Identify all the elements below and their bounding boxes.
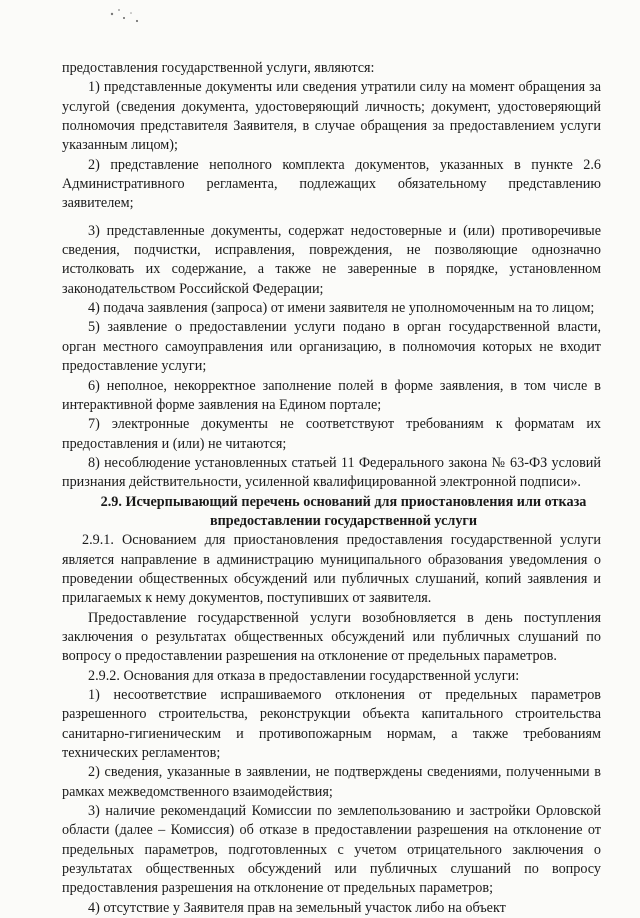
list-item-3: 3) представленные документы, содержат недостоверные и (или) противоречивые сведения, подчистки, исправления, повреждения, не позволяющие однозначно истолковать их содержание, а также не заверенные в порядке, установленном законодательством Российской Федерации;	[62, 222, 601, 297]
refusal-item-3: 3) наличие рекомендаций Комиссии по землепользованию и застройки Орловской области (далее – Комиссия) об отказе в предоставлении разрешения на отклонение от предельных параметров, подготовленных с учетом отрицательного заключения о результатах общественных обсуждений или публичных слушаний по вопросу предоставления разрешения на отклонение от предельных параметров;	[62, 803, 601, 897]
list-item-2: 2) представление неполного комплекта документов, указанных в пункте 2.6 Административного регламента, подлежащих обязательному представлению заявителем;	[62, 156, 601, 212]
paragraph-resumption: Предоставление государственной услуги возобновляется в день поступления заключения о результатах общественных обсуждений или публичных слушаний по вопросу о предоставлении разрешения на отклонение от предельных параметров.	[62, 609, 601, 665]
scan-artifact	[104, 4, 164, 26]
paragraph-2-9-1: 2.9.1. Основанием для приостановления предоставления государственной услуги является направление в администрацию муниципального образования уведомления о проведении общественных обсуждений или публичных слушаний, копий заявления и прилагаемых к нему документов, поступивших от заявителя.	[62, 532, 601, 607]
list-item-1: 1) представленные документы или сведения утратили силу на момент обращения за услугой (сведения документа, удостоверяющий личность; документ, удостоверяющий полномочия представителя Заявителя, в случае обращения за предоставлением услуги указанным лицом);	[62, 79, 601, 154]
list-item-4: 4) подача заявления (запроса) от имени заявителя не уполномоченным на то лицом;	[88, 300, 595, 317]
list-item-7: 7) электронные документы не соответствуют требованиям к форматам их предоставления и (или) не читаются;	[62, 416, 601, 452]
paragraph-2-9-2: 2.9.2. Основания для отказа в предоставлении государственной услуги:	[88, 667, 520, 684]
refusal-item-4: 4) отсутствие у Заявителя прав на земельный участок либо на объект	[88, 899, 506, 916]
list-item-6: 6) неполное, некорректное заполнение полей в форме заявления, в том числе в интерактивной форме заявления на Едином портале;	[62, 377, 601, 413]
refusal-item-1: 1) несоответствие испрашиваемого отклонения от предельных параметров разрешенного строительства, реконструкции объекта капитального строительства санитарно-гигиеническим и противопожарным нормам, а также требованиям технических регламентов;	[62, 687, 601, 762]
paragraph-intro-continuation: предоставления государственной услуги, являются:	[62, 60, 375, 76]
refusal-item-2: 2) сведения, указанные в заявлении, не подтверждены сведениями, полученными в рамках межведомственного взаимодействия;	[62, 764, 601, 800]
list-item-8: 8) несоблюдение установленных статьей 11 Федерального закона № 63-ФЗ условий признания действительности, усиленной квалифицированной электронной подписи».	[62, 454, 601, 491]
list-item-5: 5) заявление о предоставлении услуги подано в орган государственной власти, орган местного самоуправления или организацию, в полномочия которых не входит предоставление услуги;	[62, 319, 601, 375]
section-heading-2-9: 2.9. Исчерпывающий перечень оснований для приостановления или отказа впредоставлении государственной услуги	[100, 493, 587, 529]
